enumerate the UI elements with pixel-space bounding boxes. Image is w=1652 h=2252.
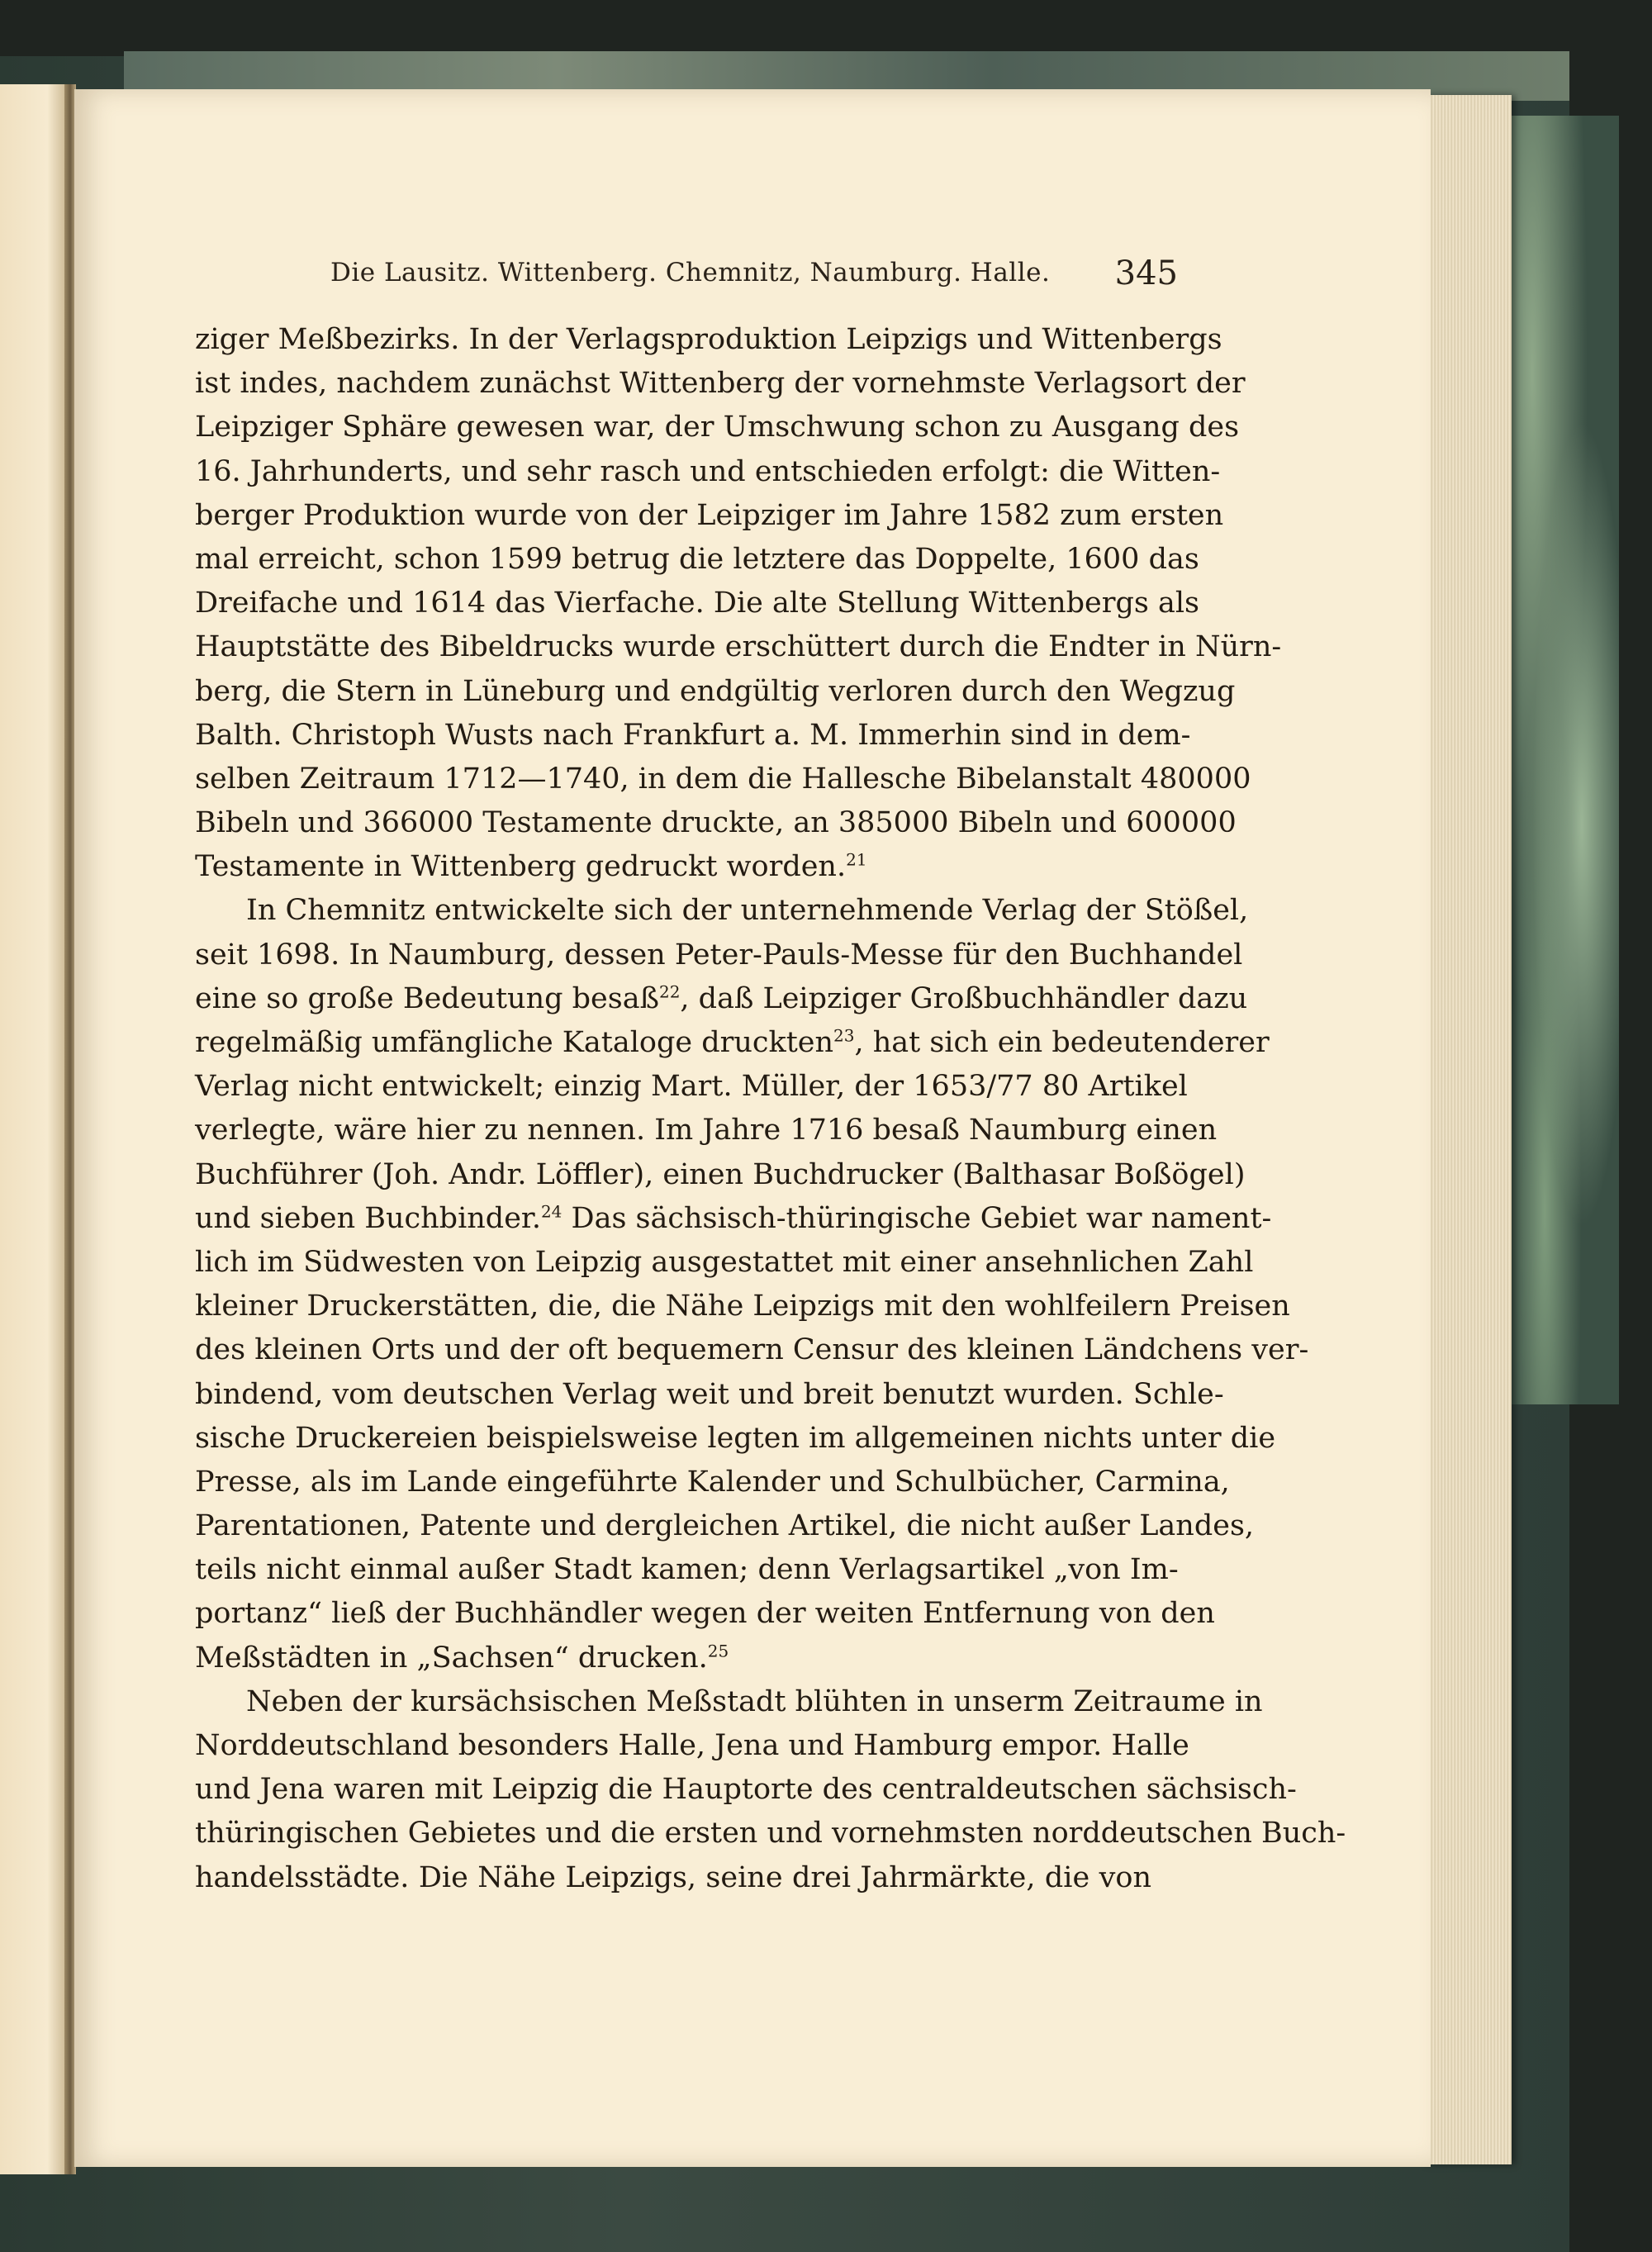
footnote-ref: 23 xyxy=(833,1025,855,1046)
text-line: kleiner Druckerstätten, die, die Nähe Leipzigs mit den wohlfeilern Preisen xyxy=(195,1290,1290,1323)
line-text: Testamente in Wittenberg gedruckt worden. xyxy=(195,850,847,884)
text-line: Dreifache und 1614 das Vierfache. Die alte Stellung Wittenbergs als xyxy=(195,587,1200,620)
text-line: des kleinen Orts und der oft bequemern Censur des kleinen Ländchens ver- xyxy=(195,1333,1309,1367)
line-text: und sieben Buchbinder. xyxy=(195,1201,541,1235)
paragraph-2 xyxy=(195,889,1309,1679)
footnote-ref: 25 xyxy=(707,1640,729,1660)
page-header xyxy=(198,249,1178,299)
text-line: teils nicht einmal außer Stadt kamen; denn Verlagsartikel „von Im- xyxy=(195,1553,1179,1587)
text-line: seit 1698. In Naumburg, dessen Peter-Pauls-Messe für den Buchhandel xyxy=(195,938,1243,972)
running-title: Die Lausitz. Wittenberg. Chemnitz, Naumburg. Halle. xyxy=(330,258,1051,287)
text-line: bindend, vom deutschen Verlag weit und breit benutzt wurden. Schle- xyxy=(195,1377,1224,1411)
text-line: In Chemnitz entwickelte sich der unternehmende Verlag der Stößel, xyxy=(246,894,1249,928)
text-line: Balth. Christoph Wusts nach Frankfurt a. M. Immerhin sind in dem- xyxy=(195,718,1191,752)
page-number: 345 xyxy=(1114,254,1178,292)
text-line: selben Zeitraum 1712—1740, in dem die Hallesche Bibelanstalt 480000 xyxy=(195,762,1251,796)
text-line: ziger Meßbezirks. In der Verlagsproduktion Leipzigs und Wittenbergs xyxy=(195,323,1222,356)
footnote-ref: 22 xyxy=(658,981,681,1002)
text-line xyxy=(195,845,1151,889)
text-line: Hauptstätte des Bibeldrucks wurde erschüttert durch die Endter in Nürn- xyxy=(195,630,1282,664)
line-text: , hat sich ein bedeutenderer xyxy=(854,1026,1270,1059)
text-line: mal erreicht, schon 1599 betrug die letztere das Doppelte, 1600 das xyxy=(195,542,1199,576)
marbled-endpaper xyxy=(1495,116,1619,1404)
text-line: handelsstädte. Die Nähe Leipzigs, seine drei Jahrmärkte, die von xyxy=(195,1860,1151,1894)
paragraph-1 xyxy=(195,318,1282,889)
line-text: Das sächsisch-thüringische Gebiet war nament- xyxy=(562,1201,1272,1235)
text-line: Buchführer (Joh. Andr. Löffler), einen Buchdrucker (Balthasar Boßögel) xyxy=(195,1157,1246,1191)
text-line: sische Druckereien beispielsweise legten im allgemeinen nichts unter die xyxy=(195,1421,1276,1455)
body-text xyxy=(195,318,1346,1900)
text-line xyxy=(195,1637,1151,1680)
text-line: lich im Südwesten von Leipzig ausgestattet mit einer ansehnlichen Zahl xyxy=(195,1245,1254,1279)
text-line xyxy=(195,1021,1270,1065)
page-block-edges xyxy=(1422,95,1512,2164)
text-line: berger Produktion wurde von der Leipziger im Jahre 1582 zum ersten xyxy=(195,498,1224,532)
line-text: , daß Leipziger Großbuchhändler dazu xyxy=(680,981,1248,1015)
text-line xyxy=(195,1197,1272,1241)
footnote-ref: 21 xyxy=(846,849,867,870)
line-text: regelmäßig umfängliche Kataloge druckten xyxy=(195,1026,834,1059)
line-text: Meßstädten in „Sachsen“ drucken. xyxy=(195,1641,708,1675)
left-page-edge xyxy=(0,84,68,2174)
paragraph-3 xyxy=(195,1680,1346,1900)
text-line: Leipziger Sphäre gewesen war, der Umschwung schon zu Ausgang des xyxy=(195,411,1240,444)
text-line: 16. Jahrhunderts, und sehr rasch und entschieden erfolgt: die Witten- xyxy=(195,454,1221,488)
text-line: berg, die Stern in Lüneburg und endgültig verloren durch den Wegzug xyxy=(195,674,1236,708)
footnote-ref: 24 xyxy=(540,1201,563,1222)
text-line: Parentationen, Patente und dergleichen Artikel, die nicht außer Landes, xyxy=(195,1509,1255,1543)
text-line: und Jena waren mit Leipzig die Hauptorte des centraldeutschen sächsisch- xyxy=(195,1773,1297,1807)
text-line: verlegte, wäre hier zu nennen. Im Jahre 1716 besaß Naumburg einen xyxy=(195,1114,1218,1147)
text-line: thüringischen Gebietes und die ersten und vornehmsten norddeutschen Buch- xyxy=(195,1817,1346,1851)
text-line xyxy=(195,977,1248,1021)
text-line: Neben der kursächsischen Meßstadt blühten in unserm Zeitraume in xyxy=(246,1684,1263,1718)
text-line: Presse, als im Lande eingeführte Kalender und Schulbücher, Carmina, xyxy=(195,1465,1230,1499)
text-line: ist indes, nachdem zunächst Wittenberg der vornehmste Verlagsort der xyxy=(195,367,1246,401)
text-line: Bibeln und 366000 Testamente druckte, an 385000 Bibeln und 600000 xyxy=(195,806,1237,840)
text-line: Norddeutschland besonders Halle, Jena und Hamburg empor. Halle xyxy=(195,1729,1189,1762)
text-line: Verlag nicht entwickelt; einzig Mart. Müller, der 1653/77 80 Artikel xyxy=(195,1070,1188,1104)
text-line: portanz“ ließ der Buchhändler wegen der weiten Entfernung von den xyxy=(195,1597,1215,1631)
line-text: eine so große Bedeutung besaß xyxy=(195,981,659,1015)
